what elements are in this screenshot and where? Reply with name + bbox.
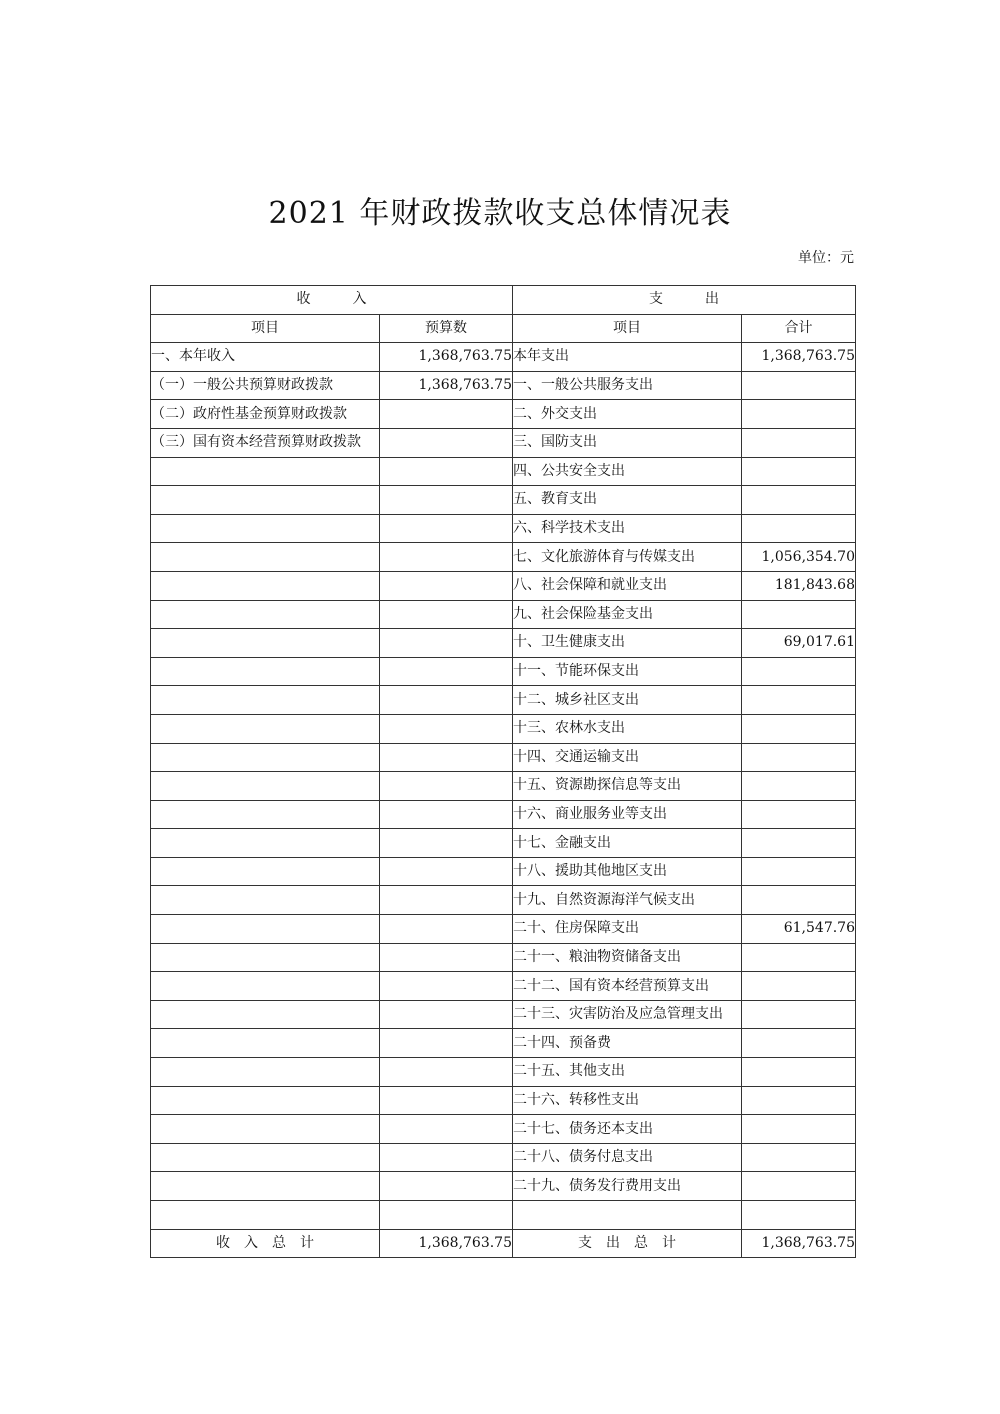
table-row [151,1172,856,1201]
table-row [151,743,856,772]
table-row [151,1086,856,1115]
income-item-cell: 一、本年收入 [151,343,380,372]
income-total-label: 收 入 总 计 [151,1229,380,1258]
expense-item-cell: 十二、城乡社区支出 [513,686,742,715]
expense-total-cell [742,457,856,486]
income-budget-cell [380,629,513,658]
expense-item-cell: 二十四、预备费 [513,1029,742,1058]
table-row [151,772,856,801]
income-item-cell [151,543,380,572]
expense-total-cell [742,400,856,429]
expense-item-cell: 十七、金融支出 [513,829,742,858]
income-item-cell [151,1029,380,1058]
income-item-cell [151,486,380,515]
expense-item-cell: 二十、住房保障支出 [513,915,742,944]
page-title: 2021 年财政拨款收支总体情况表 [268,196,732,231]
income-budget-cell [380,486,513,515]
income-budget-cell [380,400,513,429]
table-row [151,886,856,915]
expense-item-cell: 十四、交通运输支出 [513,743,742,772]
income-item-cell [151,657,380,686]
expense-total-cell [742,371,856,400]
table-row [151,1000,856,1029]
income-budget-cell [380,886,513,915]
table-row [151,1143,856,1172]
table-row [151,686,856,715]
expense-item-cell: 九、社会保险基金支出 [513,600,742,629]
expense-item-cell: 二十五、其他支出 [513,1058,742,1087]
expense-item-cell: 十三、农林水支出 [513,714,742,743]
income-item-cell [151,943,380,972]
income-budget-cell [380,428,513,457]
income-item-cell [151,600,380,629]
expense-total-cell [742,972,856,1001]
income-item-cell [151,457,380,486]
expense-total-cell [742,714,856,743]
expense-total-cell [742,514,856,543]
income-budget-cell [380,1058,513,1087]
income-budget-cell [380,972,513,1001]
table-row [151,600,856,629]
totals-row [151,1229,856,1258]
expense-total-cell: 1,056,354.70 [742,543,856,572]
expense-item-cell: 七、文化旅游体育与传媒支出 [513,543,742,572]
table-row [151,400,856,429]
expense-total-cell [742,886,856,915]
income-budget-cell [380,800,513,829]
expense-total-cell [742,943,856,972]
income-budget-cell [380,514,513,543]
income-budget-cell [380,1115,513,1144]
table-row [151,428,856,457]
income-item-cell [151,514,380,543]
expense-item-cell: 六、科学技术支出 [513,514,742,543]
expense-total-cell [742,686,856,715]
income-item-cell [151,686,380,715]
income-item-cell [151,857,380,886]
income-budget-cell [380,457,513,486]
expense-total-cell [742,1172,856,1201]
expense-item-cell: 二、外交支出 [513,400,742,429]
expense-total-cell [742,657,856,686]
table-row [151,972,856,1001]
income-item-cell [151,972,380,1001]
expense-item-cell: 五、教育支出 [513,486,742,515]
income-budget-cell [380,543,513,572]
table-row [151,571,856,600]
expense-item-cell [513,1201,742,1230]
expense-total-cell: 61,547.76 [742,915,856,944]
expense-total-cell: 69,017.61 [742,629,856,658]
expense-total-cell [742,1115,856,1144]
income-item-cell [151,1000,380,1029]
col-budget: 预算数 [380,314,513,343]
income-budget-cell [380,657,513,686]
income-item-cell [151,1143,380,1172]
expense-total-cell [742,857,856,886]
expense-total-cell [742,428,856,457]
income-budget-cell [380,1143,513,1172]
table-row [151,514,856,543]
expense-item-cell: 二十二、国有资本经营预算支出 [513,972,742,1001]
table-row [151,629,856,658]
income-budget-cell [380,1086,513,1115]
table-row [151,486,856,515]
income-budget-cell: 1,368,763.75 [380,371,513,400]
expense-total-cell [742,772,856,801]
income-item-cell [151,772,380,801]
income-budget-cell [380,1201,513,1230]
table-row [151,343,856,372]
income-budget-cell [380,600,513,629]
col-item-left: 项目 [151,314,380,343]
expense-total-label: 支 出 总 计 [513,1229,742,1258]
income-item-cell [151,1201,380,1230]
expense-item-cell: 二十九、债务发行费用支出 [513,1172,742,1201]
table-row [151,543,856,572]
income-item-cell [151,1172,380,1201]
income-item-cell: （一）一般公共预算财政拨款 [151,371,380,400]
income-budget-cell: 1,368,763.75 [380,343,513,372]
income-budget-cell [380,772,513,801]
income-item-cell [151,714,380,743]
table-row [151,800,856,829]
income-budget-cell [380,1000,513,1029]
header-row-columns [151,314,856,343]
expense-item-cell: 四、公共安全支出 [513,457,742,486]
expense-total-cell [742,1029,856,1058]
income-item-cell [151,1115,380,1144]
expense-total-cell [742,1201,856,1230]
budget-table [150,285,856,1258]
income-budget-cell [380,857,513,886]
expense-total-cell [742,829,856,858]
expense-item-cell: 三、国防支出 [513,428,742,457]
table-row [151,829,856,858]
table-row [151,1115,856,1144]
expense-item-cell: 二十六、转移性支出 [513,1086,742,1115]
expense-item-cell: 十五、资源勘探信息等支出 [513,772,742,801]
expense-total-cell [742,1143,856,1172]
expense-total-cell [742,600,856,629]
expense-item-cell: 十、卫生健康支出 [513,629,742,658]
col-total: 合计 [742,314,856,343]
expense-item-cell: 十八、援助其他地区支出 [513,857,742,886]
expense-total-cell [742,486,856,515]
income-item-cell [151,1086,380,1115]
income-item-cell: （三）国有资本经营预算财政拨款 [151,428,380,457]
income-item-cell [151,800,380,829]
table-row [151,1201,856,1230]
income-item-cell [151,915,380,944]
table-row [151,857,856,886]
expense-item-cell: 一、一般公共服务支出 [513,371,742,400]
expense-item-cell: 十六、商业服务业等支出 [513,800,742,829]
income-item-cell [151,1058,380,1087]
income-total-value: 1,368,763.75 [380,1229,513,1258]
table-row [151,714,856,743]
header-row-group [151,286,856,315]
income-budget-cell [380,714,513,743]
expense-total-cell [742,1000,856,1029]
expense-total-cell [742,1086,856,1115]
income-budget-cell [380,1172,513,1201]
expense-item-cell: 二十三、灾害防治及应急管理支出 [513,1000,742,1029]
income-budget-cell [380,829,513,858]
income-item-cell [151,886,380,915]
expense-header: 支 出 [513,286,856,315]
income-budget-cell [380,943,513,972]
expense-item-cell: 十九、自然资源海洋气候支出 [513,886,742,915]
table-row [151,371,856,400]
expense-total-cell: 181,843.68 [742,571,856,600]
income-budget-cell [380,686,513,715]
income-header: 收 入 [151,286,513,315]
table-row [151,457,856,486]
table-row [151,1058,856,1087]
expense-total-cell [742,800,856,829]
expense-total-value: 1,368,763.75 [742,1229,856,1258]
table-row [151,657,856,686]
table-row [151,943,856,972]
expense-item-cell: 二十八、债务付息支出 [513,1143,742,1172]
expense-item-cell: 二十一、粮油物资储备支出 [513,943,742,972]
expense-total-cell [742,743,856,772]
expense-total-cell: 1,368,763.75 [742,343,856,372]
income-item-cell [151,629,380,658]
expense-total-cell [742,1058,856,1087]
income-item-cell [151,743,380,772]
income-item-cell [151,571,380,600]
expense-item-cell: 二十七、债务还本支出 [513,1115,742,1144]
col-item-right: 项目 [513,314,742,343]
table-row [151,1029,856,1058]
table-row [151,915,856,944]
expense-item-cell: 十一、节能环保支出 [513,657,742,686]
income-budget-cell [380,743,513,772]
income-budget-cell [380,571,513,600]
income-item-cell: （二）政府性基金预算财政拨款 [151,400,380,429]
income-budget-cell [380,1029,513,1058]
expense-item-cell: 本年支出 [513,343,742,372]
income-budget-cell [380,915,513,944]
income-item-cell [151,829,380,858]
unit-label: 单位：元 [798,250,854,266]
expense-item-cell: 八、社会保障和就业支出 [513,571,742,600]
